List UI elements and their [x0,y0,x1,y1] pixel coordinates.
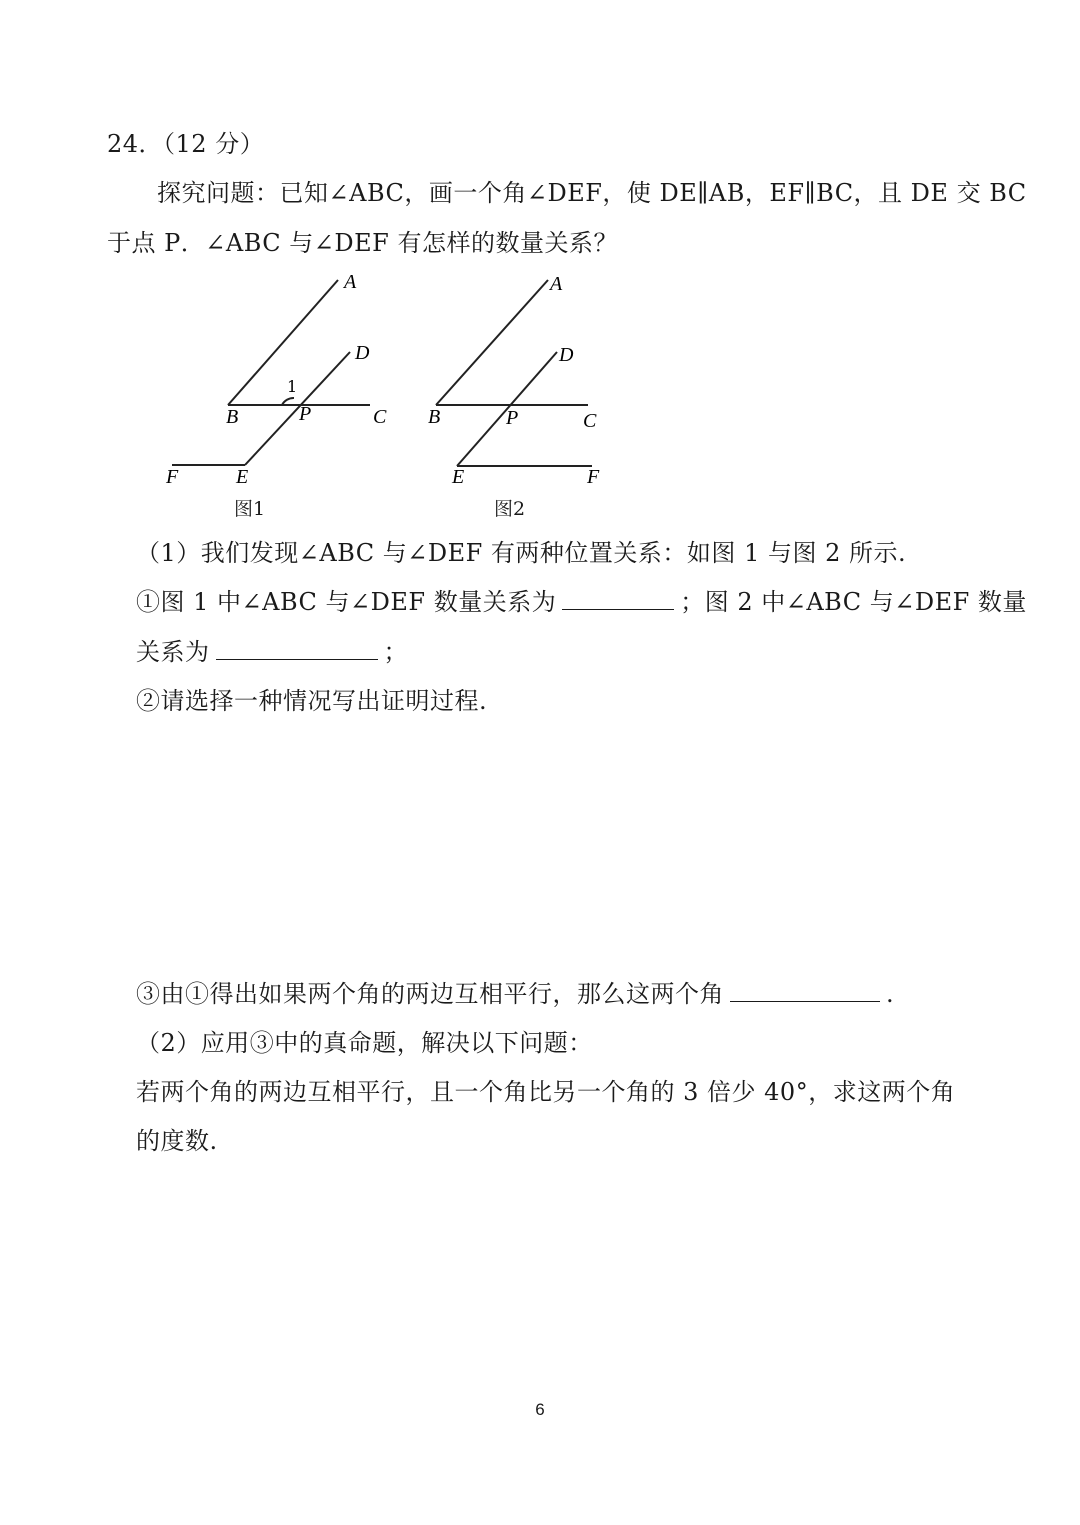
q1-text-b: ；图 2 中∠ABC 与∠DEF 数量 [680,588,1027,616]
fig2-label-e: E [452,466,465,488]
fig2-label-b: B [428,406,441,428]
fig1-label-d: D [355,342,370,364]
part2-problem-line-2: 的度数. [136,1127,218,1155]
fig2-label-a: A [550,273,563,295]
q1-text-c: 关系为 [136,638,210,666]
part1-intro: （1）我们发现∠ABC 与∠DEF 有两种位置关系：如图 1 与图 2 所示. [136,539,907,567]
part1-question-1-line-1 [136,586,1027,618]
part1-question-1-line-2 [136,636,408,668]
fig1-label-a: A [344,271,357,293]
fig1-label-c: C [373,406,387,428]
fig1-label-e: E [236,466,249,488]
question-stem-line-2: 于点 P．∠ABC 与∠DEF 有怎样的数量关系？ [107,229,618,257]
q1-answer-blank-fig2[interactable] [216,637,378,660]
part2-intro: （2）应用③中的真命题，解决以下问题： [136,1029,593,1057]
page-number: 6 [535,1400,545,1419]
q1-text-d: ； [383,638,408,666]
fig2-label-c: C [583,410,597,432]
fig2-label-f: F [587,466,600,488]
fig2-label-d: D [559,344,574,366]
fig1-label-f: F [166,466,179,488]
fig1-line-ba [228,280,338,405]
figure-1-diagram [160,270,400,490]
figure-1-caption: 图1 [234,498,266,520]
fig2-line-ba [436,280,548,405]
question-stem-line-1: 探究问题：已知∠ABC，画一个角∠DEF，使 DE∥AB，EF∥BC，且 DE 交 BC [157,179,1027,207]
fig1-label-p: P [299,403,312,425]
part2-problem-line-1: 若两个角的两边互相平行，且一个角比另一个角的 3 倍少 40°，求这两个角 [136,1078,956,1106]
fig1-label-1: 1 [287,377,298,396]
part1-question-2: ②请选择一种情况写出证明过程. [136,687,488,715]
figure-2-diagram [420,270,620,490]
q3-text-b: . [886,980,895,1008]
q1-text-a: ①图 1 中∠ABC 与∠DEF 数量关系为 [136,588,557,616]
q3-answer-blank[interactable] [730,979,880,1002]
q1-answer-blank-fig1[interactable] [562,587,674,610]
fig2-label-p: P [506,407,519,429]
part1-question-3 [136,978,894,1010]
fig1-label-b: B [226,406,239,428]
fig1-angle-arc [282,398,294,405]
q3-text-a: ③由①得出如果两个角的两边互相平行，那么这两个角 [136,980,724,1008]
question-header: 24．（12 分） [107,130,265,158]
figure-2-caption: 图2 [494,498,526,520]
